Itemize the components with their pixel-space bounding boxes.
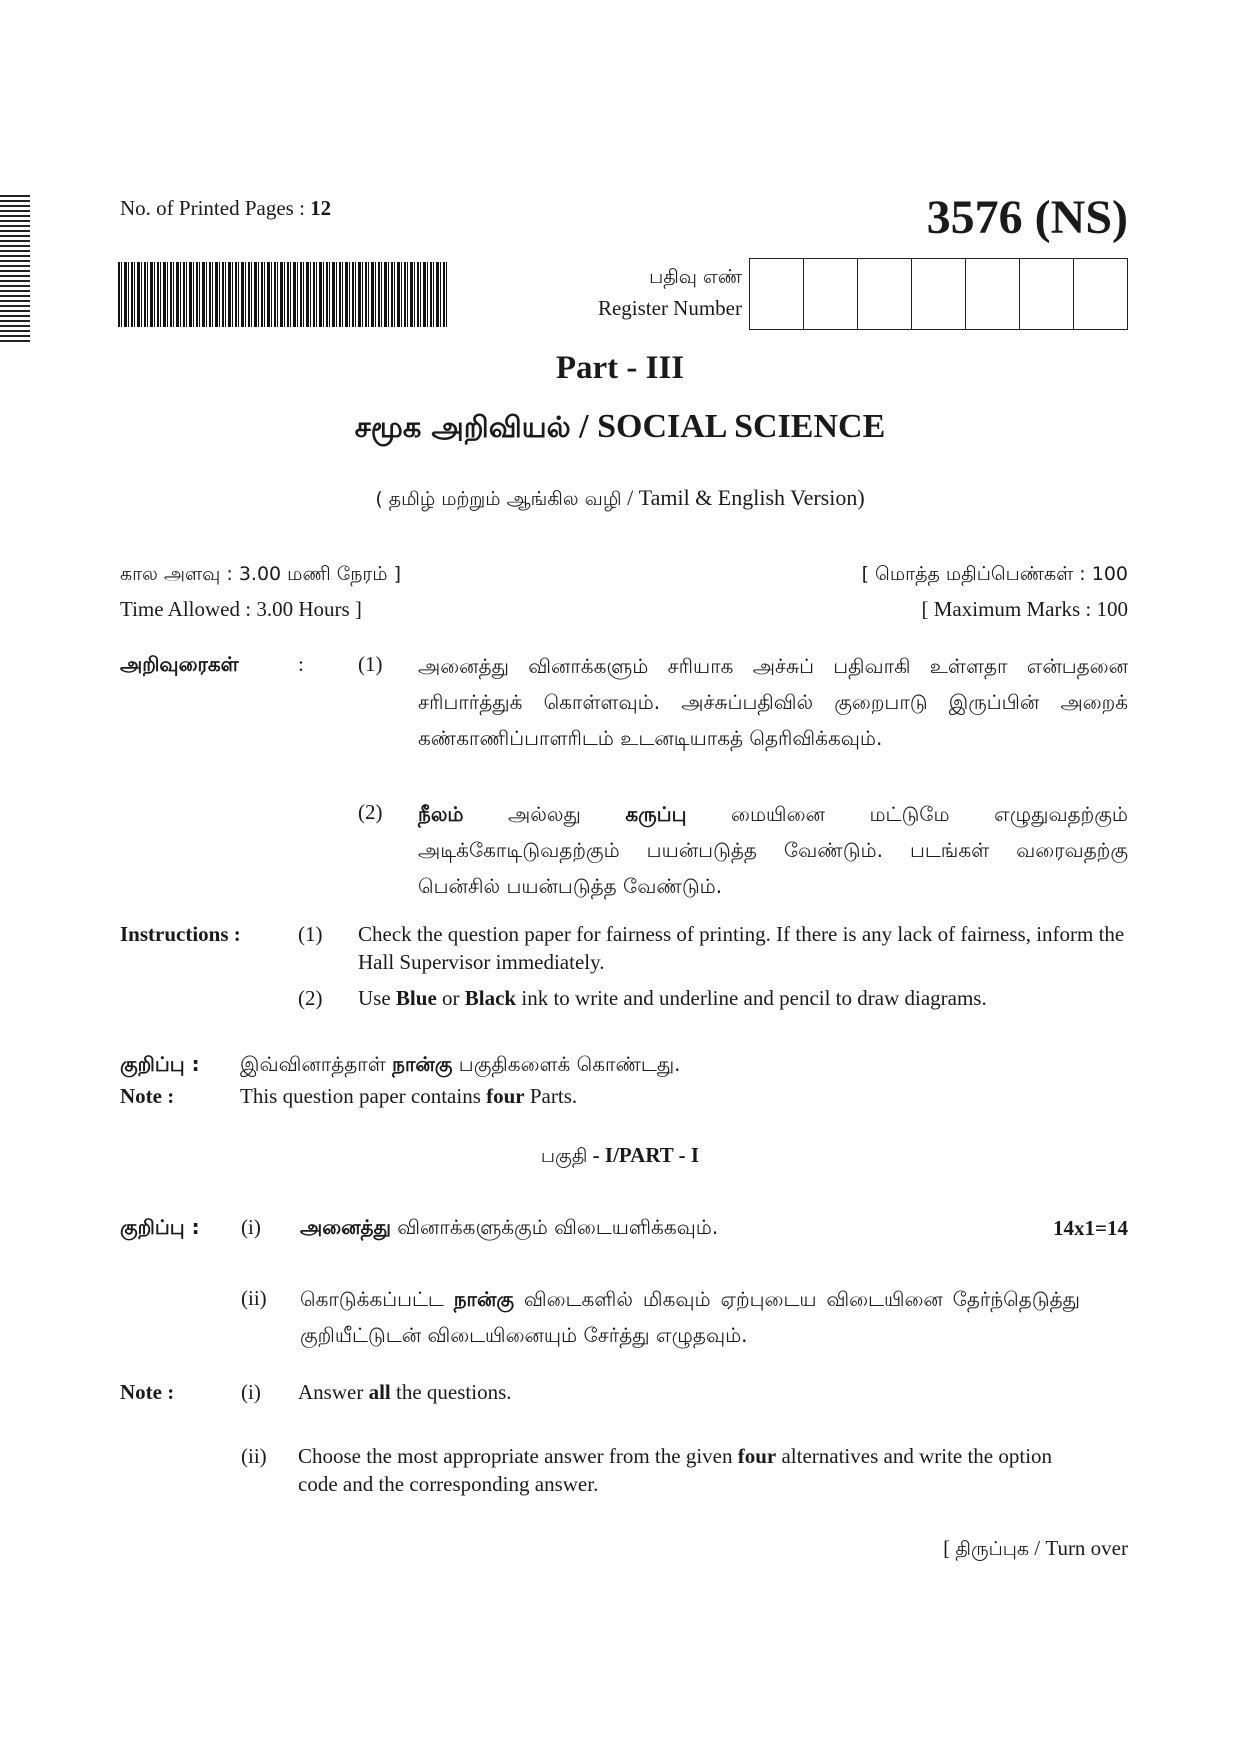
text-run: or xyxy=(436,986,465,1010)
bold-four: four xyxy=(737,1444,777,1468)
instruction-tamil-1: அனைத்து வினாக்களும் சரியாக அச்சுப் பதிவாகி உள்ளதா என்பதனை சரிபார்த்துக் கொள்ளவும். அச்சுப்பதிவில் குறைபாடு இருப்பின் அறைக் கண்காணிப்பாளரிடம் உடனடியாகத் தெரிவிக்கவும். xyxy=(418,654,1128,750)
text-run: மையினை மட்டுமே எழுதுவதற்கும் அடிக்கோடிடுவதற்கும் பயன்படுத்த வேண்டும். படங்கள் வரைவதற்கு பென்சில் பயன்படுத்த வேண்டும். xyxy=(418,802,1128,898)
version-line xyxy=(0,485,1240,513)
item-number: (ii) xyxy=(241,1444,267,1468)
text-run: Use xyxy=(358,986,396,1010)
part-one-note-english-label: Note : xyxy=(120,1380,175,1404)
instruction-tamil-2 xyxy=(418,796,1128,904)
text-run: பகுதிகளைக் கொண்டது. xyxy=(452,1052,681,1076)
text-run: இவ்வினாத்தாள் xyxy=(240,1052,393,1076)
text-run: விடைகளில் மிகவும் ஏற்புடைய விடையினை தேர்ந்தெடுத்து குறியீட்டுடன் விடையினையும் சேர்த்து எழுதவும். xyxy=(300,1287,1080,1347)
marks-allocation: 14x1=14 xyxy=(1053,1216,1128,1240)
note-tamil-text xyxy=(240,1052,681,1079)
version-tamil: ( தமிழ் மற்றும் ஆங்கில வழி xyxy=(375,488,622,510)
bold-four: நான்கு xyxy=(453,1287,515,1311)
text-run: கொடுக்கப்பட்ட xyxy=(300,1287,454,1311)
text-run: ink to write and underline and pencil to draw diagrams. xyxy=(516,986,987,1010)
part-one-heading xyxy=(0,1143,1240,1170)
instructions-tamil-label: அறிவுரைகள் xyxy=(120,652,239,676)
bold-blue: நீலம் xyxy=(418,802,464,826)
text-run: Choose the most appropriate answer from the given xyxy=(298,1444,738,1468)
max-marks-tamil: [ மொத்த மதிப்பெண்கள் : 100 xyxy=(861,563,1128,585)
part-one-english-ii xyxy=(298,1442,1088,1498)
register-digit-box[interactable] xyxy=(857,259,911,329)
part-one-english-i xyxy=(298,1380,512,1405)
subject-title xyxy=(0,408,1240,448)
turn-over xyxy=(943,1536,1128,1563)
subject-separator: / xyxy=(570,408,598,445)
instruction-number: (2) xyxy=(298,986,323,1010)
bold-four: நான்கு xyxy=(392,1052,453,1076)
part-one-tamil-ii xyxy=(300,1281,1080,1353)
text-run: அல்லது xyxy=(463,802,626,826)
printed-pages xyxy=(120,196,331,221)
max-marks-english: [ Maximum Marks : 100 xyxy=(921,597,1128,621)
turn-over-tamil: திருப்புக xyxy=(955,1538,1030,1560)
part-one-heading-english: - I/PART - I xyxy=(587,1143,700,1167)
note-english-text xyxy=(240,1084,577,1109)
printed-pages-value: 12 xyxy=(310,196,332,220)
text-run: Parts. xyxy=(524,1084,578,1108)
instruction-english-1: Check the question paper for fairness of printing. If there is any lack of fairness, inform the Hall Supervisor immediately. xyxy=(358,922,1125,974)
instruction-english-2 xyxy=(358,984,1148,1012)
time-allowed-english: Time Allowed : 3.00 Hours ] xyxy=(120,597,362,621)
page-edge-marks xyxy=(0,195,30,345)
barcode xyxy=(118,262,448,327)
register-digit-box[interactable] xyxy=(1073,259,1127,329)
register-label-tamil: பதிவு எண் xyxy=(649,266,742,288)
bold-black: Black xyxy=(464,986,517,1010)
subject-tamil: சமூக அறிவியல் xyxy=(354,410,571,444)
register-label-english: Register Number xyxy=(597,296,742,320)
bold-all: all xyxy=(368,1380,391,1404)
bold-all: அனைத்து xyxy=(300,1215,391,1239)
register-digit-box[interactable] xyxy=(911,259,965,329)
instruction-number: (1) xyxy=(358,652,383,676)
register-number-boxes[interactable] xyxy=(749,258,1128,330)
item-number: (i) xyxy=(241,1380,261,1404)
instruction-number: (1) xyxy=(298,922,323,946)
subject-english: SOCIAL SCIENCE xyxy=(597,408,886,445)
register-digit-box[interactable] xyxy=(1019,259,1073,329)
bold-black: கருப்பு xyxy=(625,802,687,826)
register-digit-box[interactable] xyxy=(803,259,857,329)
turn-over-english: / Turn over xyxy=(1029,1536,1128,1560)
register-digit-box[interactable] xyxy=(750,259,803,329)
printed-pages-label: No. of Printed Pages : xyxy=(120,196,305,220)
bold-blue: Blue xyxy=(395,986,437,1010)
text-run: the questions. xyxy=(390,1380,512,1404)
register-digit-box[interactable] xyxy=(965,259,1019,329)
note-tamil-label: குறிப்பு : xyxy=(120,1052,200,1076)
time-allowed-tamil: கால அளவு : 3.00 மணி நேரம் ] xyxy=(120,563,401,585)
text-run: வினாக்களுக்கும் விடையளிக்கவும். xyxy=(390,1215,719,1239)
text-run: alternatives and write the option code and the corresponding answer. xyxy=(298,1444,1053,1496)
instructions-tamil-colon: : xyxy=(298,652,304,676)
text-run: Answer xyxy=(298,1380,369,1404)
item-number: (i) xyxy=(241,1215,261,1239)
paper-code: 3576 (NS) xyxy=(926,191,1128,244)
part-one-heading-tamil: பகுதி xyxy=(540,1145,588,1167)
text-run: This question paper contains xyxy=(240,1084,487,1108)
part-title: Part - III xyxy=(555,350,685,386)
instruction-number: (2) xyxy=(358,800,383,824)
part-one-tamil-i xyxy=(300,1215,718,1242)
note-english-label: Note : xyxy=(120,1084,175,1108)
register-number-label xyxy=(598,262,742,324)
text-run: [ xyxy=(943,1536,956,1560)
bold-four: four xyxy=(486,1084,525,1108)
part-one-note-tamil-label: குறிப்பு : xyxy=(120,1215,200,1239)
version-english: / Tamil & English Version) xyxy=(621,485,865,510)
instructions-english-label: Instructions : xyxy=(120,922,241,946)
item-number: (ii) xyxy=(241,1286,267,1310)
